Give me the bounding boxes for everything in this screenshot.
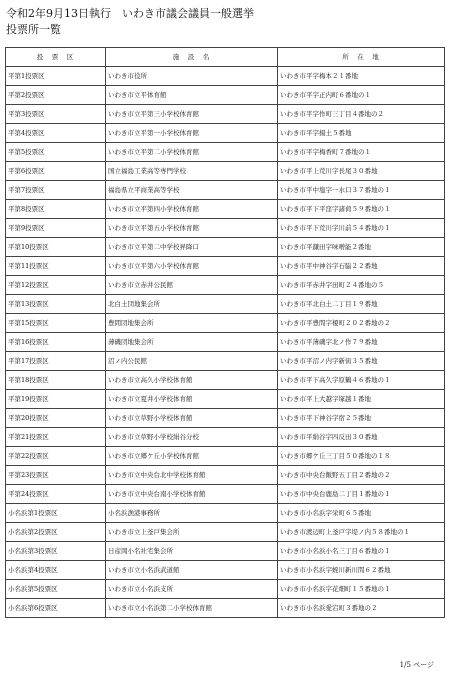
- table-row: [6, 523, 445, 542]
- address-cell: いわき市小名浜字栄町６５番地: [278, 504, 445, 523]
- table-row: [6, 409, 445, 428]
- table-row: [6, 257, 445, 276]
- table-row: [6, 466, 445, 485]
- district-cell: 小名浜第3投票区: [6, 542, 106, 561]
- address-cell: いわき市平中神谷字石脇２２番地: [278, 257, 445, 276]
- table-row: [6, 599, 445, 618]
- address-cell: いわき市中央台鹿島二丁目１番地の１: [278, 485, 445, 504]
- address-cell: いわき市平字揚土５番地: [278, 124, 445, 143]
- column-header-address: 所 在 地: [278, 48, 445, 67]
- facility-cell: 小名浜漁港事務所: [106, 504, 278, 523]
- address-cell: いわき市中央台飯野五丁目２番地の２: [278, 466, 445, 485]
- facility-cell: いわき市立小名浜第二小学校体育館: [106, 599, 278, 618]
- district-cell: 平第8投票区: [6, 200, 106, 219]
- address-cell: いわき市平鎌田字味噌能２番地: [278, 238, 445, 257]
- table-row: [6, 390, 445, 409]
- facility-cell: 薄磯団地集会所: [106, 333, 278, 352]
- document-subtitle: 投票所一覧: [6, 23, 61, 36]
- facility-cell: 日産岡小名社宅集会所: [106, 542, 278, 561]
- facility-cell: いわき市立平第二小学校体育館: [106, 143, 278, 162]
- facility-cell: いわき市立平第二中学校昇降口: [106, 238, 278, 257]
- address-cell: いわき市平字梅本２１番地: [278, 67, 445, 86]
- table-row: [6, 504, 445, 523]
- table-row: [6, 295, 445, 314]
- district-cell: 小名浜第6投票区: [6, 599, 106, 618]
- district-cell: 平第11投票区: [6, 257, 106, 276]
- document-title: 令和2年9月13日執行 いわき市議会議員一般選挙: [6, 7, 254, 20]
- district-cell: 平第6投票区: [6, 162, 106, 181]
- address-cell: いわき市平字正内町６番地の１: [278, 86, 445, 105]
- address-cell: いわき市平下荒川字川前５４番地の１: [278, 219, 445, 238]
- address-cell: いわき市平下神谷字宿２５番地: [278, 409, 445, 428]
- table-row: [6, 333, 445, 352]
- facility-cell: いわき市立高久小学校体育館: [106, 371, 278, 390]
- address-cell: いわき市渡辺町上釜戸字堤ノ内５８番地の１: [278, 523, 445, 542]
- facility-cell: いわき市立平体育館: [106, 86, 278, 105]
- table-row: [6, 561, 445, 580]
- facility-cell: いわき市立小名浜支所: [106, 580, 278, 599]
- district-cell: 平第17投票区: [6, 352, 106, 371]
- facility-cell: いわき市立上釜戸集会所: [106, 523, 278, 542]
- facility-cell: いわき市立平第六小学校体育館: [106, 257, 278, 276]
- table-row: [6, 580, 445, 599]
- address-cell: いわき市平字梅香町７番地の１: [278, 143, 445, 162]
- district-cell: 平第21投票区: [6, 428, 106, 447]
- table-row: [6, 276, 445, 295]
- address-cell: いわき市郷ケ丘三丁目５０番地の１８: [278, 447, 445, 466]
- facility-cell: いわき市立平第一小学校体育館: [106, 124, 278, 143]
- table-row: [6, 162, 445, 181]
- address-cell: いわき市平字作町三丁目４番地の２: [278, 105, 445, 124]
- district-cell: 平第15投票区: [6, 314, 106, 333]
- facility-cell: いわき市立草野小学校絹谷分校: [106, 428, 278, 447]
- table-header-row: [6, 48, 445, 67]
- address-cell: いわき市平下高久字原鶴４６番地の１: [278, 371, 445, 390]
- district-cell: 平第12投票区: [6, 276, 106, 295]
- table-row: [6, 238, 445, 257]
- table-row: [6, 314, 445, 333]
- facility-cell: 北白土団地集会所: [106, 295, 278, 314]
- table-row: [6, 124, 445, 143]
- facility-cell: いわき市立平第三小学校体育館: [106, 105, 278, 124]
- facility-cell: 福島県立平商業高等学校: [106, 181, 278, 200]
- district-cell: 平第20投票区: [6, 409, 106, 428]
- facility-cell: いわき市立中央台南小学校体育館: [106, 485, 278, 504]
- table-row: [6, 219, 445, 238]
- district-cell: 平第22投票区: [6, 447, 106, 466]
- table-row: [6, 105, 445, 124]
- facility-cell: 沼ノ内公民館: [106, 352, 278, 371]
- district-cell: 平第9投票区: [6, 219, 106, 238]
- table-row: [6, 447, 445, 466]
- table-row: [6, 143, 445, 162]
- address-cell: いわき市平北白土二丁目１９番地: [278, 295, 445, 314]
- polling-station-table: [5, 47, 445, 618]
- column-header-facility: 施 設 名: [106, 48, 278, 67]
- district-cell: 平第7投票区: [6, 181, 106, 200]
- facility-cell: いわき市立郷ケ丘小学校体育館: [106, 447, 278, 466]
- district-cell: 小名浜第1投票区: [6, 504, 106, 523]
- table-row: [6, 485, 445, 504]
- district-cell: 小名浜第2投票区: [6, 523, 106, 542]
- table-row: [6, 86, 445, 105]
- district-cell: 平第5投票区: [6, 143, 106, 162]
- district-cell: 平第24投票区: [6, 485, 106, 504]
- table-row: [6, 428, 445, 447]
- district-cell: 平第23投票区: [6, 466, 106, 485]
- table-row: [6, 371, 445, 390]
- district-cell: 平第19投票区: [6, 390, 106, 409]
- district-cell: 平第3投票区: [6, 105, 106, 124]
- document-header: [6, 6, 254, 38]
- facility-cell: いわき市役所: [106, 67, 278, 86]
- facility-cell: いわき市立平第四小学校体育館: [106, 200, 278, 219]
- address-cell: いわき市平赤井字田町２４番地の５: [278, 276, 445, 295]
- page-number: 1/5 ページ: [399, 661, 434, 669]
- address-cell: いわき市平沼ノ内字新街３５番地: [278, 352, 445, 371]
- facility-cell: いわき市立草野小学校体育館: [106, 409, 278, 428]
- facility-cell: いわき市立平第五小学校体育館: [106, 219, 278, 238]
- district-cell: 平第4投票区: [6, 124, 106, 143]
- address-cell: いわき市小名浜字蛭川新川間６２番地: [278, 561, 445, 580]
- district-cell: 小名浜第4投票区: [6, 561, 106, 580]
- district-cell: 小名浜第5投票区: [6, 580, 106, 599]
- address-cell: いわき市平上大越字塚越１番地: [278, 390, 445, 409]
- address-cell: いわき市小名浜字花畑町１５番地の１: [278, 580, 445, 599]
- facility-cell: 豊間団地集会所: [106, 314, 278, 333]
- table-row: [6, 181, 445, 200]
- facility-cell: いわき市立小名浜武道館: [106, 561, 278, 580]
- table-row: [6, 67, 445, 86]
- district-cell: 平第16投票区: [6, 333, 106, 352]
- facility-cell: 国立福島工業高等専門学校: [106, 162, 278, 181]
- table-row: [6, 542, 445, 561]
- address-cell: いわき市小名浜愛宕町３番地の２: [278, 599, 445, 618]
- district-cell: 平第1投票区: [6, 67, 106, 86]
- district-cell: 平第13投票区: [6, 295, 106, 314]
- facility-cell: いわき市立赤井公民館: [106, 276, 278, 295]
- table-row: [6, 352, 445, 371]
- district-cell: 平第18投票区: [6, 371, 106, 390]
- table-row: [6, 200, 445, 219]
- facility-cell: いわき市立夏井小学校体育館: [106, 390, 278, 409]
- district-cell: 平第2投票区: [6, 86, 106, 105]
- address-cell: いわき市平下平窪字諸荷５９番地の１: [278, 200, 445, 219]
- facility-cell: いわき市立中央台北中学校体育館: [106, 466, 278, 485]
- address-cell: いわき市小名浜小名三丁目６番地の１: [278, 542, 445, 561]
- address-cell: いわき市平中塩字一水口３７番地の１: [278, 181, 445, 200]
- address-cell: いわき市平絹谷字四反田３０番地: [278, 428, 445, 447]
- address-cell: いわき市平豊間字榎町２０２番地の２: [278, 314, 445, 333]
- address-cell: いわき市平上荒川字長尾３０番地: [278, 162, 445, 181]
- address-cell: いわき市平薄磯字北ノ作７９番地: [278, 333, 445, 352]
- district-cell: 平第10投票区: [6, 238, 106, 257]
- column-header-district: 投 票 区: [6, 48, 106, 67]
